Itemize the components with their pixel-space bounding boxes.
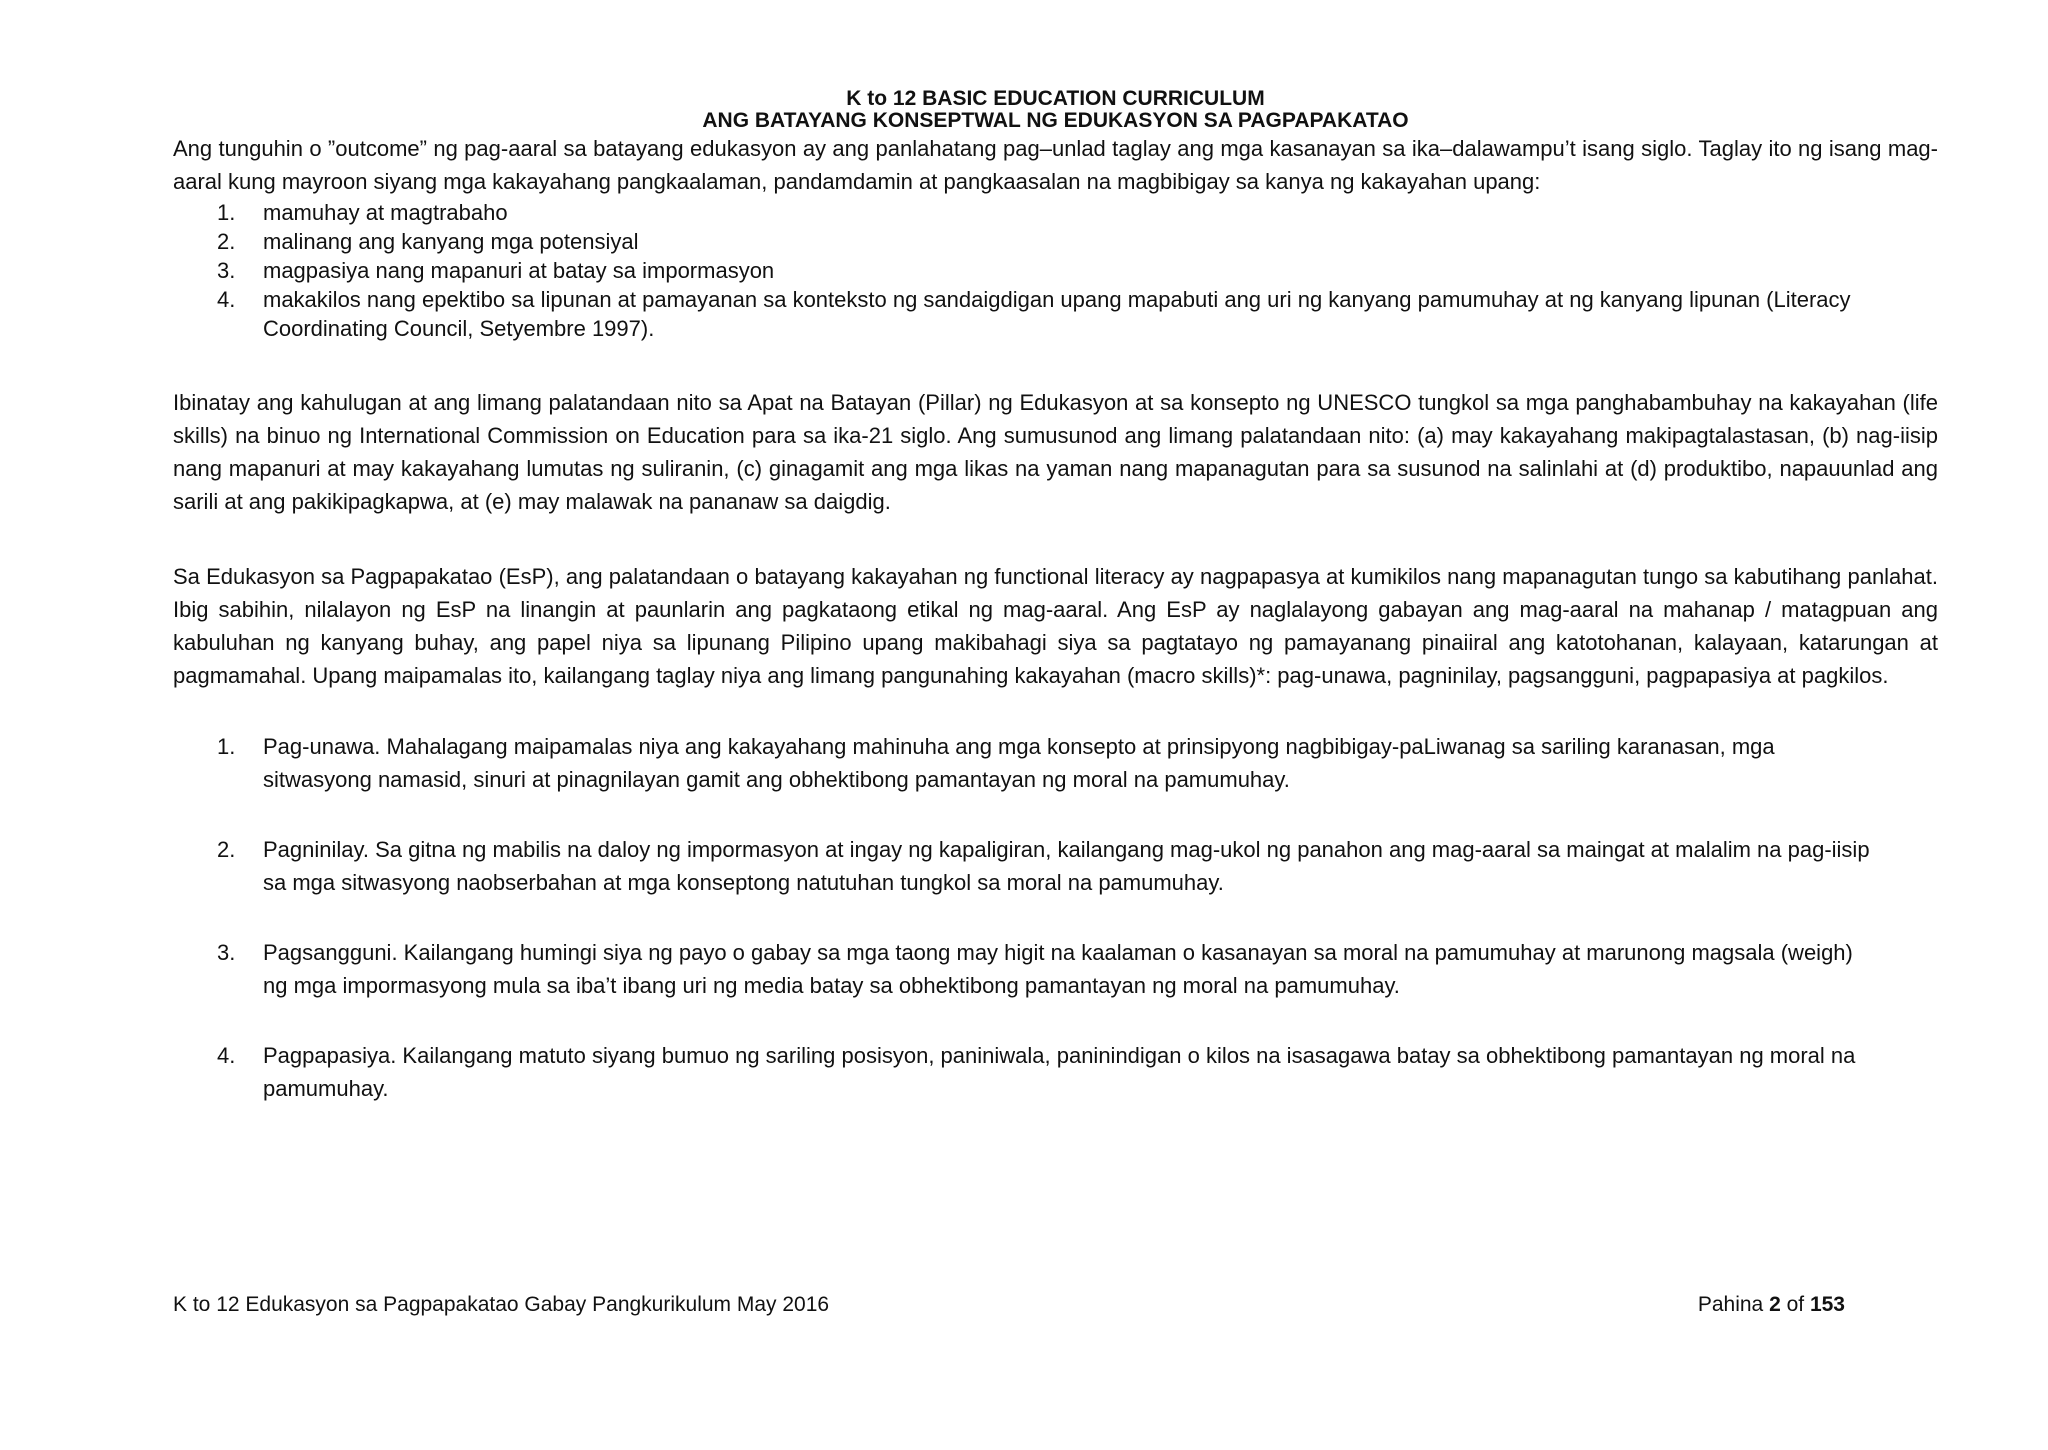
outcome-list <box>173 198 1938 343</box>
list-item-number: 3. <box>217 940 236 965</box>
list-item <box>173 198 1938 227</box>
esp-paragraph: Sa Edukasyon sa Pagpapakatao (EsP), ang palatandaan o batayang kakayahan ng functional literacy ay nagpapasya at kumikilos nang mapanagutan tungo sa kabutihang panlahat. Ibig sabihin, nilalayon ng EsP na linangin at paunlarin ang pagkataong etikal ng mag-aaral. Ang EsP ay naglalayong gabayan ang mag-aaral na mahanap / matagpuan ang kabuluhan ng kanyang buhay, ang papel niya sa lipunang Pilipino upang makibahagi siya sa pagtatayo ng pamayanang pinaiiral ang katotohanan, kalayaan, katarungan at pagmamahal. Upang maipamalas ito, kailangang taglay niya ang limang pangunahing kakayahan (macro skills)*: pag-unawa, pagninilay, pagsangguni, pagpapasiya at pagkilos. <box>173 564 1938 688</box>
document-subtitle: ANG BATAYANG KONSEPTWAL NG EDUKASYON SA PAGPAPAKATAO <box>702 109 1409 132</box>
list-item-number: 2. <box>217 229 236 254</box>
page-of-label: of <box>1786 1293 1805 1316</box>
footer-document-name: K to 12 Edukasyon sa Pagpapakatao Gabay Pangkurikulum May 2016 <box>173 1293 830 1316</box>
list-item-number: 2. <box>217 837 236 862</box>
macro-skill-text: Pagpapasiya. Kailangang matuto siyang bumuo ng sariling posisyon, paniniwala, paninindigan o kilos na isasagawa batay sa obhektibong pamantayan ng moral na pamumuhay. <box>263 1043 1856 1101</box>
list-item-number: 4. <box>217 287 236 312</box>
macro-skill-text: Pagninilay. Sa gitna ng mabilis na daloy ng impormasyon at ingay ng kapaligiran, kailangang mag-ukol ng panahon ang mag-aaral sa maingat at malalim na pag-iisip sa mga sitwasyong naobserbahan at mga konseptong natutuhan tungkol sa moral na pamumuhay. <box>263 837 1870 895</box>
document-page <box>173 88 1938 1142</box>
macro-skill-text: Pag-unawa. Mahalagang maipamalas niya ang kakayahang mahinuha ang mga konsepto at prinsipyong nagbibigay-paLiwanag sa sariling karanasan, mga sitwasyong namasid, sinuri at pinagnilayan gamit ang obhektibong pamantayan ng moral na pamumuhay. <box>263 734 1775 792</box>
list-item <box>173 285 1938 343</box>
macro-skill-item <box>173 1039 1938 1105</box>
list-item-number: 1. <box>217 734 236 759</box>
list-item-number: 3. <box>217 258 236 283</box>
list-item-text: malinang ang kanyang mga potensiyal <box>263 229 639 254</box>
document-title: K to 12 BASIC EDUCATION CURRICULUM <box>846 87 1265 110</box>
macro-skill-text: Pagsangguni. Kailangang humingi siya ng payo o gabay sa mga taong may higit na kaalaman o kasanayan sa moral na pamumuhay at marunong magsala (weigh) ng mga impormasyong mula sa iba’t ibang uri ng media batay sa obhektibong pamantayan ng moral na pamumuhay. <box>263 940 1853 998</box>
macro-skills-list <box>173 730 1938 1105</box>
intro-paragraph: Ang tunguhin o ”outcome” ng pag-aaral sa batayang edukasyon ay ang panlahatang pag–unlad taglay ang mga kasanayan sa ika–dalawampu’t isang siglo. Taglay ito ng isang mag-aaral kung mayroon siyang mga kakayahang pangkaalaman, pandamdamin at pangkaasalan na magbibigay sa kanya ng kakayahan upang: <box>173 136 1938 194</box>
list-item-text: magpasiya nang mapanuri at batay sa impormasyon <box>263 258 775 283</box>
list-item-number: 4. <box>217 1043 236 1068</box>
list-item <box>173 227 1938 256</box>
macro-skill-item <box>173 936 1938 1002</box>
pillars-paragraph: Ibinatay ang kahulugan at ang limang palatandaan nito sa Apat na Batayan (Pillar) ng Edukasyon at sa konsepto ng UNESCO tungkol sa mga panghabambuhay na kakayahan (life skills) na binuo ng International Commission on Education para sa ika-21 siglo. Ang sumusunod ang limang palatandaan nito: (a) may kakayahang makipagtalastasan, (b) nag-iisip nang mapanuri at may kakayahang lumutas ng suliranin, (c) ginagamit ang mga likas na yaman nang mapanagutan para sa susunod na salinlahi at (d) produktibo, napauunlad ang sarili at ang pakikipagkapwa, at (e) may malawak na pananaw sa daigdig. <box>173 390 1938 514</box>
list-item-text: makakilos nang epektibo sa lipunan at pamayanan sa konteksto ng sandaigdigan upang mapabuti ang uri ng kanyang pamumuhay at ng kanyang lipunan (Literacy Coordinating Council, Setyembre 1997). <box>263 287 1851 341</box>
spacer <box>173 343 1938 386</box>
list-item-text: mamuhay at magtrabaho <box>263 200 508 225</box>
list-item-number: 1. <box>217 200 236 225</box>
page-current: 2 <box>1769 1293 1781 1316</box>
page-number <box>1698 1292 1845 1318</box>
document-header <box>173 88 1938 132</box>
list-item <box>173 256 1938 285</box>
macro-skill-item <box>173 730 1938 796</box>
macro-skill-item <box>173 833 1938 899</box>
spacer <box>173 692 1938 730</box>
page-label: Pahina <box>1697 1293 1764 1316</box>
page-total: 153 <box>1809 1293 1845 1316</box>
spacer <box>173 518 1938 560</box>
